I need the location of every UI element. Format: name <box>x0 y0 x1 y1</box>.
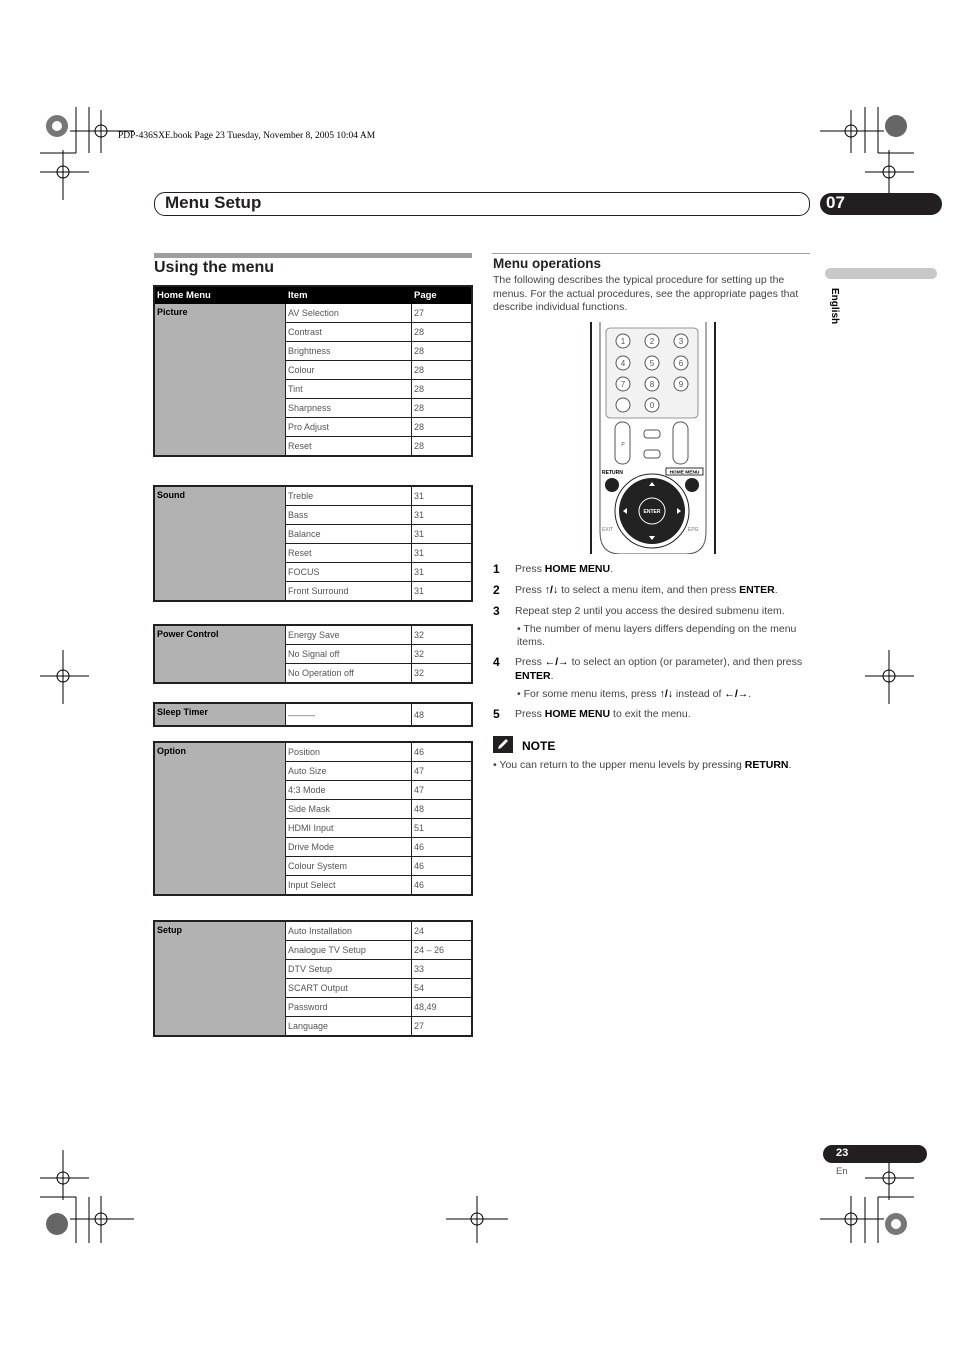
menu-item-page: 48,49 <box>412 998 473 1017</box>
menu-item-page: 28 <box>412 399 473 418</box>
menu-item-page: 31 <box>412 525 473 544</box>
menu-item-name: Pro Adjust <box>286 418 412 437</box>
menu-group-name: Setup <box>154 921 286 1036</box>
step-number: 4 <box>493 655 500 669</box>
menu-item-page: 33 <box>412 960 473 979</box>
menu-item-page: 24 <box>412 921 473 941</box>
remote-return-label: RETURN <box>602 470 623 476</box>
menu-item-name: Drive Mode <box>286 838 412 857</box>
menu-item-page: 46 <box>412 742 473 762</box>
intro-paragraph: The following describes the typical procedure for setting up the menus. For the actual procedures, see the appropriate pages that describe individual functions. <box>493 274 799 314</box>
menu-table-3 <box>153 702 473 727</box>
language-tab <box>825 268 937 279</box>
menu-item-name: Position <box>286 742 412 762</box>
menu-item-name: Balance <box>286 525 412 544</box>
svg-text:9: 9 <box>678 380 684 389</box>
menu-item-page: 51 <box>412 819 473 838</box>
menu-item-page: 47 <box>412 762 473 781</box>
menu-item-page: 31 <box>412 544 473 563</box>
svg-text:2: 2 <box>649 337 655 346</box>
step-number: 3 <box>493 604 500 618</box>
menu-table-5 <box>153 920 473 1037</box>
menu-item-name: SCART Output <box>286 979 412 998</box>
menu-item-page: 28 <box>412 437 473 457</box>
remote-control-illustration <box>590 322 716 554</box>
remote-home-menu-label: HOME MENU <box>669 470 700 476</box>
note-pencil-icon <box>493 736 513 753</box>
menu-item-name: Tint <box>286 380 412 399</box>
menu-item-page: 46 <box>412 838 473 857</box>
menu-item-name: Auto Size <box>286 762 412 781</box>
menu-table-4 <box>153 741 473 896</box>
menu-item-name: Password <box>286 998 412 1017</box>
svg-text:7: 7 <box>620 380 626 389</box>
section-title: Using the menu <box>154 259 275 276</box>
menu-item-name: ——— <box>286 703 412 726</box>
menu-item-page: 27 <box>412 1017 473 1037</box>
note-text: • You can return to the upper menu levels by pressing RETURN. <box>493 759 792 771</box>
step-5-text: Press HOME MENU to exit the menu. <box>515 708 691 720</box>
menu-group-name: Picture <box>154 304 286 457</box>
menu-item-page: 46 <box>412 876 473 896</box>
menu-item-name: Input Select <box>286 876 412 896</box>
table-row <box>154 921 472 941</box>
svg-text:6: 6 <box>678 359 684 368</box>
menu-item-name: 4:3 Mode <box>286 781 412 800</box>
menu-item-page: 32 <box>412 664 473 684</box>
file-info: PDP-436SXE.book Page 23 Tuesday, November 8, 2005 10:04 AM <box>118 131 376 141</box>
table-row <box>154 486 472 506</box>
page-header-title: Menu Setup <box>165 193 262 212</box>
remote-exit-label: EXIT <box>602 527 614 533</box>
menu-item-name: Sharpness <box>286 399 412 418</box>
table-row <box>154 304 472 323</box>
table-header-cell: Item <box>286 286 412 304</box>
menu-item-name: Treble <box>286 486 412 506</box>
menu-item-name: Reset <box>286 437 412 457</box>
menu-item-page: 31 <box>412 506 473 525</box>
step-number: 2 <box>493 583 500 597</box>
menu-item-page: 32 <box>412 645 473 664</box>
menu-item-page: 48 <box>412 703 473 726</box>
menu-item-name: No Signal off <box>286 645 412 664</box>
menu-item-name: Contrast <box>286 323 412 342</box>
table-row <box>154 742 472 762</box>
menu-item-name: No Operation off <box>286 664 412 684</box>
menu-table-1 <box>153 485 473 602</box>
remote-p-label: P <box>621 442 625 448</box>
subsection-rule <box>492 253 810 254</box>
menu-item-page: 31 <box>412 563 473 582</box>
svg-text:0: 0 <box>649 401 655 410</box>
svg-text:1: 1 <box>620 337 626 346</box>
table-header-row <box>154 286 472 304</box>
menu-item-page: 47 <box>412 781 473 800</box>
remote-enter-label: ENTER <box>643 509 661 515</box>
table-header-cell: Page <box>412 286 473 304</box>
menu-item-name: HDMI Input <box>286 819 412 838</box>
table-row <box>154 625 472 645</box>
menu-item-page: 32 <box>412 625 473 645</box>
menu-group-name: Option <box>154 742 286 895</box>
subsection-title: Menu operations <box>493 256 602 271</box>
menu-item-name: FOCUS <box>286 563 412 582</box>
chapter-number: 07 <box>826 193 845 212</box>
svg-text:3: 3 <box>678 337 684 346</box>
menu-item-page: 28 <box>412 323 473 342</box>
menu-item-name: Reset <box>286 544 412 563</box>
menu-item-name: Front Surround <box>286 582 412 602</box>
svg-text:5: 5 <box>649 359 655 368</box>
menu-item-name: Energy Save <box>286 625 412 645</box>
menu-table-0 <box>153 285 473 457</box>
menu-item-page: 28 <box>412 342 473 361</box>
menu-item-name: Bass <box>286 506 412 525</box>
step-1-text: Press HOME MENU. <box>515 563 614 575</box>
menu-item-page: 28 <box>412 380 473 399</box>
language-label: English <box>829 288 840 325</box>
menu-item-name: Auto Installation <box>286 921 412 941</box>
svg-text:8: 8 <box>649 380 655 389</box>
table-header-cell: Home Menu <box>154 286 286 304</box>
menu-item-page: 27 <box>412 304 473 323</box>
page-number: 23 <box>836 1147 849 1159</box>
table-row <box>154 703 472 726</box>
menu-item-page: 24 – 26 <box>412 941 473 960</box>
step-4-text: Press ←/→ to select an option (or parameter), and then press ENTER. <box>515 656 803 682</box>
menu-table-2 <box>153 624 473 684</box>
step-number: 5 <box>493 707 500 721</box>
step-number: 1 <box>493 562 500 576</box>
menu-item-name: Side Mask <box>286 800 412 819</box>
remote-epg-label: EPG <box>688 527 699 533</box>
menu-item-page: 31 <box>412 486 473 506</box>
menu-item-name: Analogue TV Setup <box>286 941 412 960</box>
menu-item-page: 48 <box>412 800 473 819</box>
step-3-text: Repeat step 2 until you access the desired submenu item. <box>515 605 785 617</box>
step-2-text: Press ↑/↓ to select a menu item, and then press ENTER. <box>515 584 778 596</box>
menu-item-name: Colour <box>286 361 412 380</box>
menu-item-page: 28 <box>412 361 473 380</box>
menu-item-name: Brightness <box>286 342 412 361</box>
section-rule <box>154 253 472 258</box>
menu-item-page: 54 <box>412 979 473 998</box>
menu-group-name: Sleep Timer <box>154 703 286 726</box>
svg-text:4: 4 <box>620 359 626 368</box>
note-label: NOTE <box>522 739 556 753</box>
menu-item-name: Colour System <box>286 857 412 876</box>
menu-group-name: Power Control <box>154 625 286 683</box>
menu-item-page: 31 <box>412 582 473 602</box>
menu-item-name: Language <box>286 1017 412 1037</box>
menu-item-page: 28 <box>412 418 473 437</box>
page-language: En <box>836 1166 848 1177</box>
step-4-bullet: • For some menu items, press ↑/↓ instead of ←/→. <box>517 688 752 700</box>
menu-group-name: Sound <box>154 486 286 601</box>
menu-item-name: AV Selection <box>286 304 412 323</box>
menu-item-name: DTV Setup <box>286 960 412 979</box>
menu-item-page: 46 <box>412 857 473 876</box>
step-3-bullet: • The number of menu layers differs depending on the menu items. <box>517 623 797 649</box>
